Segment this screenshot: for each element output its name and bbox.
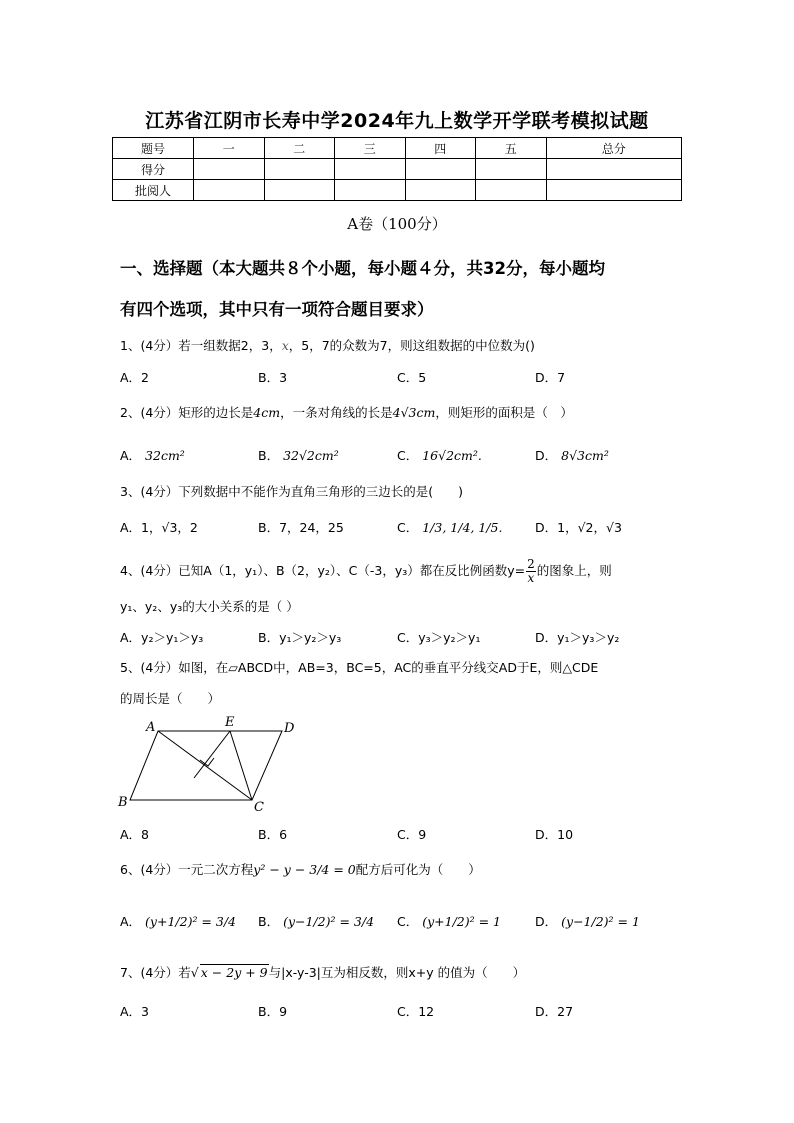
option-b[interactable]: B．y₁＞y₂＞y₃ [258, 630, 342, 645]
question-text: 2、(4分）矩形的边长是 [120, 405, 254, 420]
option-c[interactable] [397, 446, 482, 464]
header-cell: 题号 [113, 138, 194, 159]
option-letter: C． [397, 914, 419, 929]
question-5: 5、(4分）如图，在▱ABCD中，AB=3，BC=5，AC的垂直平分线交AD于E，则△CDE [120, 660, 599, 675]
option-b[interactable] [258, 912, 374, 930]
option-math: 1/3, 1/4, 1/5. [422, 520, 503, 535]
exam-title: 江苏省江阴市长寿中学2024年九上数学开学联考模拟试题 [145, 110, 649, 132]
question-7 [120, 963, 525, 981]
option-d[interactable]: D．y₁＞y₃＞y₂ [535, 630, 620, 645]
option-math: 32cm² [145, 448, 185, 463]
option-a[interactable]: A．8 [120, 827, 150, 842]
option-d[interactable]: D．7 [535, 370, 566, 385]
option-letter: C． [397, 448, 419, 463]
diagonal-ac [158, 731, 252, 800]
question-text: 1、(4分）若一组数据2，3， [120, 338, 282, 353]
option-b[interactable]: B．6 [258, 827, 288, 842]
parallelogram-abcd [130, 731, 282, 800]
question-text: 配方后可化为（ ） [355, 862, 481, 877]
question-text: ，则矩形的面积是（ ） [435, 405, 573, 420]
right-angle-mark [200, 758, 214, 766]
score-cell[interactable] [405, 180, 476, 201]
score-cell[interactable] [335, 159, 406, 180]
score-cell[interactable] [546, 159, 682, 180]
label-a: A [146, 720, 156, 735]
option-d[interactable]: D．1，√2，√3 [535, 520, 622, 535]
score-cell[interactable] [546, 180, 682, 201]
question-text: ，一条对角线的长是 [280, 405, 393, 420]
option-c[interactable]: C．y₃＞y₂＞y₁ [397, 630, 481, 645]
label-d: D [284, 721, 295, 736]
option-math: (y+1/2)² = 1 [422, 914, 502, 929]
option-math: 16√2cm². [422, 448, 482, 463]
score-row [113, 159, 682, 180]
math-expr: 4cm [253, 405, 281, 420]
option-math: (y−1/2)² = 3/4 [283, 914, 375, 929]
math-var: x [281, 338, 289, 353]
option-b[interactable] [258, 446, 339, 464]
option-math: 8√3cm² [561, 448, 609, 463]
radicand: x − 2y + 9 [200, 965, 268, 980]
question-4 [120, 558, 612, 585]
option-a[interactable]: A．1，√3，2 [120, 520, 198, 535]
question-text: 4、(4分）已知A（1，y₁）、B（2，y₂）、C（-3，y₃）都在反比例函数y= [120, 563, 526, 578]
question-text: 的图象上，则 [536, 563, 612, 578]
header-cell: 四 [405, 138, 476, 159]
header-cell: 三 [335, 138, 406, 159]
fraction-numerator: 2 [527, 557, 535, 571]
option-c[interactable]: C．5 [397, 370, 427, 385]
option-a[interactable] [120, 912, 236, 930]
question-3: 3、(4分）下列数据中不能作为直角三角形的三边长的是( ) [120, 484, 464, 499]
radical-sign: √ [190, 965, 199, 980]
score-cell[interactable] [335, 180, 406, 201]
option-b[interactable]: B．3 [258, 370, 288, 385]
question-5-line2: 的周长是（ ） [120, 691, 221, 706]
option-letter: A． [120, 448, 142, 463]
option-math: 32√2cm² [283, 448, 339, 463]
score-cell[interactable] [476, 180, 547, 201]
section-heading-line1: 一、选择题（本大题共８个小题，每小题４分，共32分，每小题均 [120, 259, 605, 278]
label-e: E [225, 715, 235, 730]
option-letter: C． [397, 520, 419, 535]
score-cell[interactable] [264, 180, 335, 201]
question-text: 7、(4分）若 [120, 965, 191, 980]
option-letter: D． [535, 448, 558, 463]
reviewer-row [113, 180, 682, 201]
option-math: (y+1/2)² = 3/4 [145, 914, 237, 929]
option-letter: B． [258, 914, 280, 929]
question-1 [120, 336, 535, 354]
option-letter: D． [535, 914, 558, 929]
option-a[interactable] [120, 446, 185, 464]
question-text: ，5，7的众数为7，则这组数据的中位数为() [288, 338, 535, 353]
parallelogram-figure [112, 712, 312, 817]
option-d[interactable] [535, 912, 640, 930]
label-b: B [118, 795, 128, 810]
score-cell[interactable] [405, 159, 476, 180]
option-b[interactable]: B．7，24，25 [258, 520, 344, 535]
fraction [526, 558, 536, 585]
question-4-line2: y₁、y₂、y₃的大小关系的是（ ） [120, 599, 299, 614]
header-cell: 二 [264, 138, 335, 159]
option-d[interactable]: D．27 [535, 1004, 574, 1019]
option-c[interactable]: C．9 [397, 827, 427, 842]
option-a[interactable]: A．2 [120, 370, 150, 385]
score-cell[interactable] [476, 159, 547, 180]
equation: y² − y − 3/4 = 0 [253, 862, 356, 877]
option-a[interactable]: A．y₂＞y₁＞y₃ [120, 630, 204, 645]
fraction-denominator: x [527, 571, 535, 585]
score-table-header-row [113, 138, 682, 159]
option-c[interactable] [397, 912, 501, 930]
question-2 [120, 403, 573, 421]
math-expr: 4√3cm [392, 405, 436, 420]
option-math: (y−1/2)² = 1 [561, 914, 640, 929]
label-c: C [254, 800, 264, 815]
row-label: 批阅人 [113, 180, 194, 201]
header-cell: 一 [194, 138, 265, 159]
option-c[interactable]: C．12 [397, 1004, 435, 1019]
score-table [112, 137, 682, 201]
segment-ec [230, 731, 252, 800]
score-cell[interactable] [194, 180, 265, 201]
header-cell: 总分 [546, 138, 682, 159]
question-6 [120, 860, 481, 878]
option-c[interactable] [397, 518, 502, 536]
question-text: 与|x-y-3|互为相反数，则x+y 的值为（ ） [268, 965, 526, 980]
option-letter: A． [120, 914, 142, 929]
option-b[interactable]: B．9 [258, 1004, 288, 1019]
section-subtitle: A卷（100分） [347, 215, 447, 233]
option-a[interactable]: A．3 [120, 1004, 150, 1019]
question-text: 6、(4分）一元二次方程 [120, 862, 254, 877]
header-cell: 五 [476, 138, 547, 159]
row-label: 得分 [113, 159, 194, 180]
option-letter: B． [258, 448, 280, 463]
section-heading-line2: 有四个选项，其中只有一项符合题目要求） [120, 300, 434, 319]
option-d[interactable]: D．10 [535, 827, 574, 842]
option-d[interactable] [535, 446, 609, 464]
score-cell[interactable] [194, 159, 265, 180]
score-cell[interactable] [264, 159, 335, 180]
